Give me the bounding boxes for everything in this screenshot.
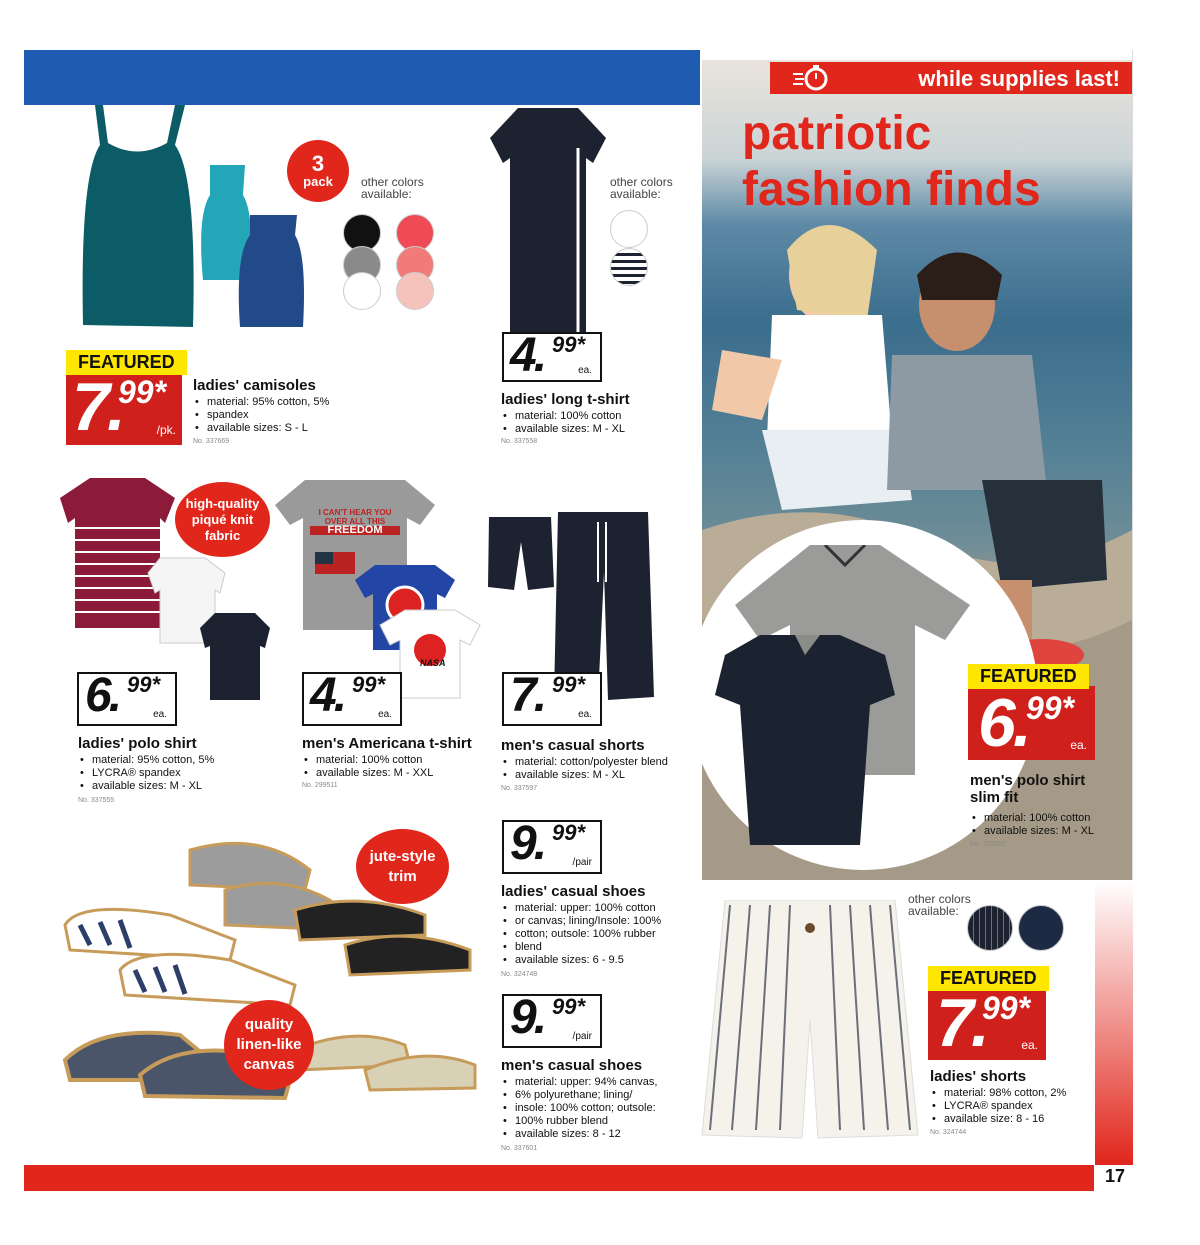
- camisoles-features: [193, 396, 353, 435]
- feature-text: 6% polyurethane; lining/: [515, 1089, 633, 1101]
- feature-text: 100% rubber blend: [515, 1115, 608, 1127]
- feature-text: spandex: [207, 409, 249, 421]
- label-line: available:: [908, 904, 959, 918]
- while-supplies-banner: [770, 62, 1132, 94]
- item-number: No. 337669: [193, 438, 230, 445]
- feature-text: or canvas; lining/Insole: 100%: [515, 915, 662, 927]
- feature: • material: 98% cotton, 2%: [930, 1087, 1066, 1100]
- page-number: 17: [1105, 1166, 1126, 1186]
- price-main: 6.: [85, 669, 120, 722]
- color-swatch-pink: [396, 272, 434, 310]
- price-cents: 99*: [552, 820, 586, 845]
- mens-polo-name: [970, 772, 1085, 806]
- hero-title-line1: patriotic: [742, 107, 932, 160]
- ladies-polo-price: [77, 669, 177, 726]
- price-main: 6.: [978, 685, 1029, 761]
- feature: • available sizes: S - L: [193, 422, 353, 435]
- feature: • available sizes: M - XL: [501, 769, 668, 782]
- color-swatch-white: [610, 210, 648, 248]
- price-main: 7.: [510, 669, 545, 722]
- color-swatch-white: [343, 272, 381, 310]
- feature: • available sizes: M - XL: [78, 780, 214, 793]
- nasa-logo-text: NASA: [420, 658, 446, 668]
- feature-text: insole: 100% cotton; outsole:: [515, 1102, 656, 1114]
- ladies-shorts-image: [700, 900, 920, 1140]
- mens-shoes-name: men's casual shoes: [501, 1057, 643, 1074]
- price-unit: /pk.: [156, 423, 176, 437]
- ladies-shoes-features: [501, 902, 661, 967]
- mens-polo-features: [970, 812, 1094, 838]
- price-cents: 99*: [1026, 690, 1075, 726]
- featured-tag: FEATURED: [66, 350, 187, 375]
- item-number: No. 337597: [501, 785, 538, 792]
- badge-number: 3: [311, 151, 325, 176]
- feature-continued: [501, 1089, 657, 1102]
- feature: • material: upper: 100% cotton: [501, 902, 661, 915]
- item-number: No. 337555: [78, 797, 115, 804]
- hero-title: [742, 106, 1041, 218]
- feature-continued: [930, 1100, 1066, 1113]
- ladies-polo-name: ladies' polo shirt: [78, 735, 197, 752]
- label-line: available:: [361, 187, 412, 201]
- mens-shoes-features: [501, 1076, 657, 1141]
- feature-continued: [501, 1102, 657, 1115]
- price-main: 4.: [310, 669, 345, 722]
- badge-line: canvas: [243, 1056, 295, 1073]
- camisoles-image: [75, 105, 305, 330]
- mens-polo-image: [710, 545, 980, 845]
- item-number: No. 324744: [930, 1129, 967, 1136]
- item-number: No. 337601: [501, 1145, 538, 1152]
- price-cents: 99*: [552, 672, 586, 697]
- price-unit: ea.: [1021, 1038, 1038, 1052]
- price-unit: ea.: [378, 709, 392, 720]
- price-unit: ea.: [578, 365, 592, 376]
- americana-name: men's Americana t-shirt: [302, 735, 472, 752]
- feature-text: LYCRA® spandex: [944, 1100, 1033, 1112]
- feature-continued: [501, 928, 661, 941]
- feature: • available sizes: M - XL: [970, 825, 1094, 838]
- price-cents: 99*: [118, 374, 167, 410]
- price-cents: 99*: [552, 994, 586, 1019]
- mens-shorts-features: [501, 756, 668, 782]
- feature-continued: [193, 409, 353, 422]
- feature: • material: 100% cotton: [302, 754, 433, 767]
- price-unit: /pair: [572, 857, 592, 868]
- mens-shorts-price: [502, 669, 602, 726]
- price-main: 4.: [510, 329, 545, 382]
- feature-continued: [501, 915, 661, 928]
- ladies-shorts-price: [928, 968, 1046, 1061]
- shorts-other-colors: [908, 893, 971, 917]
- feature-text: cotton; outsole: 100% rubber: [515, 928, 656, 940]
- featured-tag: FEATURED: [928, 966, 1049, 991]
- badge-line: quality: [244, 1016, 294, 1033]
- label-line: available:: [610, 187, 661, 201]
- badge-line: linen-like: [236, 1036, 302, 1053]
- color-swatch-stripe: [610, 248, 648, 286]
- price-main: 7.: [936, 985, 987, 1061]
- camisoles-other-colors: [361, 176, 424, 200]
- stopwatch-icon: [790, 62, 830, 94]
- label-line: other colors: [908, 892, 971, 906]
- item-number: No. 325282: [970, 841, 1007, 848]
- feature-text: LYCRA® spandex: [92, 767, 181, 779]
- feature-text: blend: [515, 941, 542, 953]
- featured-tag: FEATURED: [968, 664, 1089, 689]
- long-tshirt-price: [502, 329, 602, 382]
- pique-knit-badge: [175, 482, 270, 557]
- shirt-slogan: [310, 508, 400, 535]
- price-unit: ea.: [578, 709, 592, 720]
- badge-line: fabric: [204, 527, 241, 543]
- long-tshirt-features: [501, 410, 625, 436]
- price-main: 9.: [510, 817, 545, 870]
- feature: • material: 95% cotton, 5%: [193, 396, 353, 409]
- americana-features: [302, 754, 433, 780]
- ladies-shorts-name: ladies' shorts: [930, 1068, 1027, 1085]
- feature: • available sizes: 6 - 9.5: [501, 954, 661, 967]
- tshirt-other-colors: [610, 176, 673, 200]
- feature: • material: upper: 94% canvas,: [501, 1076, 657, 1089]
- badge-word: pack: [303, 174, 333, 189]
- price-cents: 99*: [352, 672, 386, 697]
- footer-red-bar: [24, 1165, 1094, 1191]
- camisoles-price: [66, 352, 182, 445]
- price-unit: ea.: [153, 709, 167, 720]
- slogan-line: OVER ALL THIS: [324, 517, 386, 526]
- ladies-shorts-features: [930, 1087, 1066, 1126]
- feature: • material: 100% cotton: [970, 812, 1094, 825]
- item-number: No. 337558: [501, 438, 538, 445]
- price-cents: 99*: [982, 990, 1031, 1026]
- header-blue-band: [24, 50, 700, 105]
- feature-continued: [501, 1115, 657, 1128]
- item-number: No. 299511: [302, 782, 338, 789]
- feature: • available sizes: M - XXL: [302, 767, 433, 780]
- americana-price: [302, 669, 402, 726]
- mens-shoes-price: [502, 991, 602, 1048]
- slogan-line: FREEDOM: [310, 526, 400, 535]
- ladies-shoes-name: ladies' casual shoes: [501, 883, 646, 900]
- label-line: other colors: [610, 175, 673, 189]
- ladies-shoes-price: [502, 817, 602, 874]
- feature: • available sizes: 8 - 12: [501, 1128, 657, 1141]
- long-tshirt-image: [488, 108, 608, 353]
- feature: • material: cotton/polyester blend: [501, 756, 668, 769]
- badge-line: trim: [388, 867, 417, 885]
- side-gradient: [1095, 880, 1133, 1165]
- feature-continued: [501, 941, 661, 954]
- hero-title-line2: fashion finds: [742, 163, 1041, 216]
- color-swatch-navy-stripe: [967, 905, 1013, 951]
- price-unit: ea.: [1070, 738, 1087, 752]
- feature-continued: [78, 767, 214, 780]
- price-main: 7.: [72, 369, 123, 445]
- mens-polo-price: [968, 666, 1095, 761]
- badge-line: piqué knit: [191, 511, 254, 527]
- badge-line: high-quality: [185, 495, 260, 511]
- ladies-polo-features: [78, 754, 214, 793]
- mens-shorts-name: men's casual shorts: [501, 737, 645, 754]
- name-line2: slim fit: [970, 789, 1019, 806]
- camisoles-name: ladies' camisoles: [193, 377, 316, 394]
- linen-canvas-badge: [224, 1000, 314, 1090]
- price-unit: /pair: [572, 1031, 592, 1042]
- badge-line: jute-style: [369, 847, 436, 865]
- feature: • available size: 8 - 16: [930, 1113, 1066, 1126]
- slogan-line: I CAN'T HEAR YOU: [318, 508, 392, 517]
- price-cents: 99*: [127, 672, 161, 697]
- price-cents: 99*: [552, 332, 586, 357]
- feature: • material: 100% cotton: [501, 410, 625, 423]
- long-tshirt-name: ladies' long t-shirt: [501, 391, 630, 408]
- label-line: other colors: [361, 175, 424, 189]
- feature: • available sizes: M - XL: [501, 423, 625, 436]
- three-pack-badge: [287, 140, 349, 202]
- price-main: 9.: [510, 991, 545, 1044]
- name-line1: men's polo shirt: [970, 772, 1086, 789]
- jute-trim-badge: [356, 829, 449, 904]
- feature: • material: 95% cotton, 5%: [78, 754, 214, 767]
- color-swatch-navy: [1018, 905, 1064, 951]
- while-supplies-text: while supplies last!: [918, 66, 1120, 91]
- item-number: No. 324748: [501, 971, 538, 978]
